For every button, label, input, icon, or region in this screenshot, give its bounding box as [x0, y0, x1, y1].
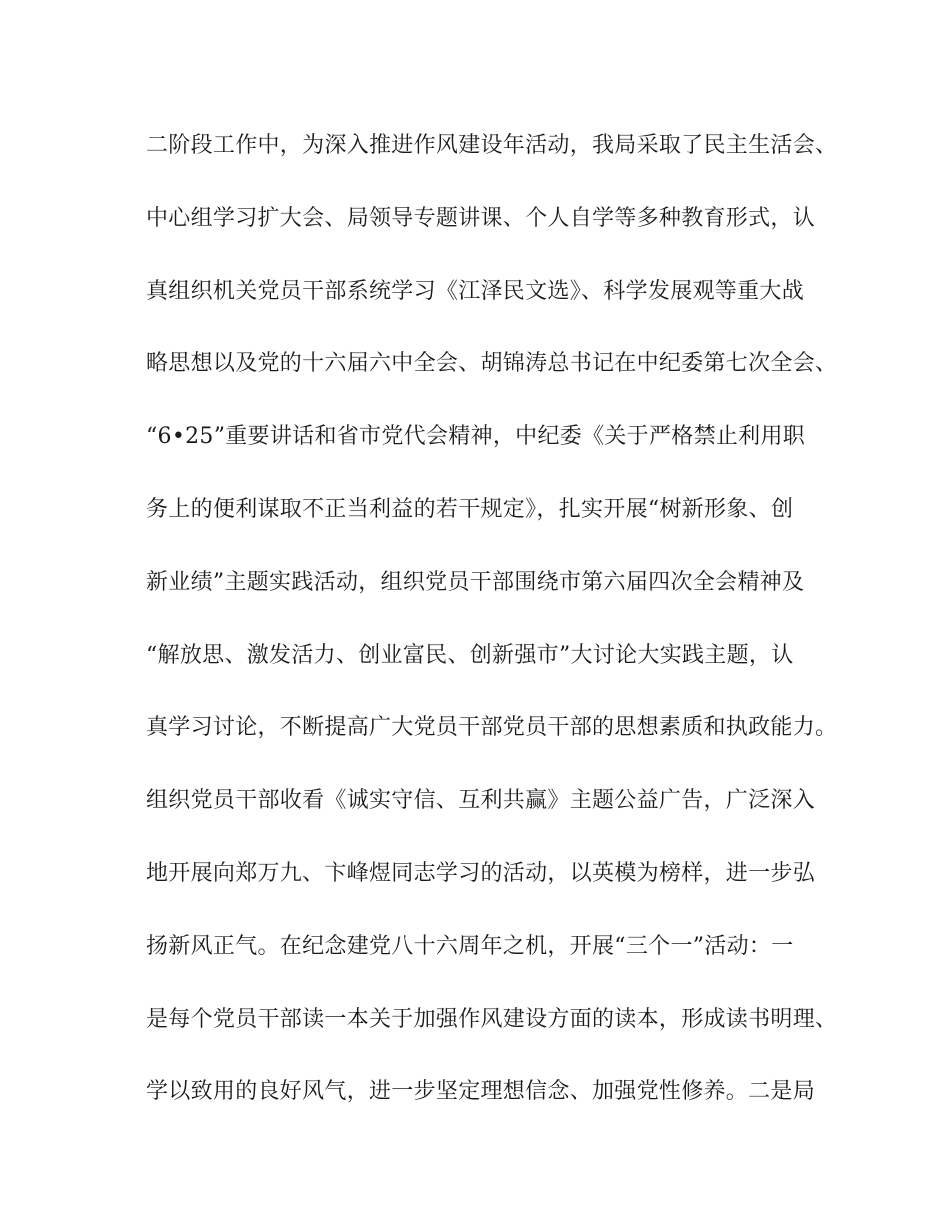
- text-line: 真组织机关党员干部系统学习《江泽民文选》、科学发展观等重大战: [146, 278, 805, 304]
- text-line: 学以致用的良好风气，进一步坚定理想信念、加强党性修养。二是局: [146, 1079, 816, 1105]
- text-line: 地开展向郑万九、卞峰煜同志学习的活动，以英模为榜样，进一步弘: [146, 860, 816, 886]
- text-line: “6•25”重要讲话和省市党代会精神，中纪委《关于严格禁止利用职: [146, 424, 806, 450]
- text-line: 是每个党员干部读一本关于加强作风建设方面的读本，形成读书明理、: [146, 1006, 838, 1032]
- text-line: 略思想以及党的十六届六中全会、胡锦涛总书记在中纪委第七次全会、: [146, 351, 838, 377]
- text-line: 中心组学习扩大会、局领导专题讲课、个人自学等多种教育形式，认: [146, 205, 816, 231]
- text-line: “解放思、激发活力、创业富民、创新强市”大讨论大实践主题，认: [146, 642, 794, 668]
- text-line: 扬新风正气。在纪念建党八十六周年之机，开展“三个一”活动：一: [146, 933, 794, 959]
- body-text: [146, 126, 836, 1145]
- text-line: 真学习讨论，不断提高广大党员干部党员干部的思想素质和执政能力。: [146, 715, 838, 741]
- text-line: 务上的便利谋取不正当利益的若干规定》，扎实开展“树新形象、创: [146, 496, 794, 522]
- text-line: 新业绩”主题实践活动，组织党员干部围绕市第六届四次全会精神及: [146, 569, 805, 595]
- text-line: 组织党员干部收看《诚实守信、互利共赢》主题公益广告，广泛深入: [146, 788, 816, 814]
- text-line: 二阶段工作中，为深入推进作风建设年活动，我局采取了民主生活会、: [146, 133, 838, 158]
